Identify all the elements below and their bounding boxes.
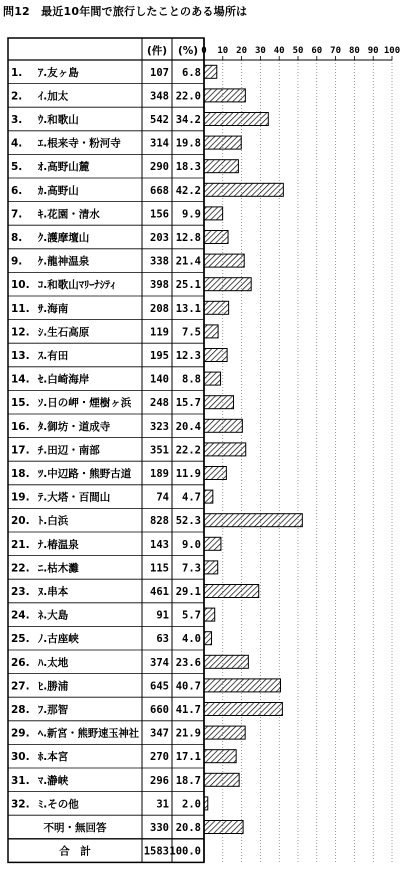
row-label: 不明・無回答 — [43, 822, 107, 834]
count-value: 203 — [150, 232, 169, 244]
bar — [204, 514, 302, 527]
x-tick-label: 50 — [292, 46, 304, 56]
row-number: 11. — [11, 302, 30, 315]
row-label: ﾄ.白浜 — [38, 515, 69, 528]
x-tick-label: 30 — [254, 46, 266, 56]
row-label: ﾏ.瀞峡 — [38, 774, 69, 787]
row-number: 31. — [11, 774, 30, 787]
count-value: 31 — [156, 798, 169, 811]
row-number: 8. — [11, 232, 23, 244]
row-label: ﾂ.中辺路・熊野古道 — [38, 468, 132, 480]
row-label: ｼ.生石高原 — [38, 326, 90, 339]
bar — [204, 703, 282, 716]
row-label: ｶ.高野山 — [38, 184, 79, 197]
percent-value: 42.2 — [175, 184, 201, 197]
bar — [204, 632, 212, 645]
row-number: 24. — [11, 609, 30, 622]
count-value: 347 — [150, 727, 169, 740]
row-label: ｴ.根来寺・粉河寺 — [38, 137, 121, 150]
percent-value: 21.9 — [175, 727, 201, 740]
bar — [204, 325, 218, 338]
row-number: 2. — [11, 90, 23, 103]
count-value: 156 — [150, 208, 169, 221]
row-number: 29. — [11, 727, 30, 740]
percent-value: 2.0 — [182, 798, 201, 811]
chart-title: 問12 最近10年間で旅行したことのある場所は — [3, 5, 248, 18]
bar — [204, 679, 281, 692]
percent-value: 13.1 — [175, 302, 201, 315]
row-number: 4. — [11, 137, 23, 150]
percent-value: 20.4 — [175, 420, 201, 433]
bar — [204, 231, 228, 244]
x-tick-label: 80 — [348, 46, 360, 56]
count-column-header: (件) — [146, 45, 168, 57]
percent-value: 18.3 — [175, 161, 201, 174]
row-number: 5. — [11, 161, 23, 174]
percent-value: 29.1 — [175, 586, 201, 598]
percent-value: 12.3 — [175, 350, 201, 362]
x-tick-label: 40 — [273, 46, 285, 56]
x-tick-label: 20 — [236, 46, 248, 56]
bar — [204, 537, 221, 550]
bar — [204, 773, 239, 786]
total-count: 1583 — [143, 845, 169, 858]
row-label: ﾐ.その他 — [38, 798, 79, 811]
percent-value: 12.8 — [175, 232, 201, 244]
row-number: 10. — [11, 279, 30, 292]
x-tick-label: 100 — [383, 46, 400, 56]
percent-value: 15.7 — [175, 397, 201, 410]
row-label: ﾍ.新宮・熊野速玉神社 — [38, 727, 142, 740]
count-value: 668 — [150, 184, 169, 197]
bar — [204, 655, 248, 668]
bar — [204, 301, 229, 314]
row-number: 6. — [11, 184, 23, 197]
row-number: 30. — [11, 751, 30, 764]
x-tick-label: 60 — [311, 46, 323, 56]
x-tick-label: 90 — [367, 46, 379, 56]
percent-value: 17.1 — [175, 751, 201, 764]
bar — [204, 726, 245, 739]
percent-column-header: (%) — [177, 45, 199, 57]
x-tick-label: 0 — [201, 46, 207, 56]
bar — [204, 278, 251, 291]
count-value: 115 — [150, 562, 169, 575]
percent-value: 9.0 — [182, 538, 201, 551]
bar — [204, 821, 243, 834]
total-label: 合 計 — [59, 845, 91, 858]
row-label: ｱ.友ヶ島 — [38, 66, 79, 79]
bar — [204, 490, 213, 503]
row-label: ﾁ.田辺・南部 — [38, 444, 100, 457]
row-label: ｲ.加太 — [38, 90, 69, 103]
count-value: 270 — [150, 751, 169, 764]
percent-value: 9.9 — [182, 208, 201, 221]
row-number: 27. — [11, 680, 30, 693]
percent-value: 4.0 — [182, 633, 201, 646]
row-label: ﾌ.那智 — [38, 704, 69, 716]
row-number: 9. — [11, 255, 23, 268]
bar — [204, 113, 268, 126]
percent-value: 11.9 — [175, 468, 201, 480]
count-value: 330 — [150, 822, 169, 834]
percent-value: 41.7 — [175, 704, 201, 716]
row-label: ﾆ.枯木灘 — [38, 562, 79, 575]
percent-value: 7.5 — [182, 326, 201, 339]
count-value: 398 — [150, 279, 169, 292]
count-value: 63 — [156, 633, 169, 646]
row-label: ｿ.日の岬・煙樹ヶ浜 — [38, 397, 132, 410]
row-label: ｹ.龍神温泉 — [38, 255, 90, 268]
bar — [204, 160, 238, 173]
percent-value: 18.7 — [175, 774, 201, 787]
count-value: 195 — [150, 350, 169, 362]
count-value: 107 — [150, 66, 169, 79]
count-value: 91 — [156, 609, 169, 622]
count-value: 348 — [150, 90, 169, 103]
row-number: 12. — [11, 326, 30, 339]
count-value: 338 — [150, 255, 169, 268]
row-number: 14. — [11, 373, 30, 386]
percent-value: 21.4 — [175, 255, 201, 268]
percent-value: 7.3 — [182, 562, 201, 575]
row-number: 17. — [11, 444, 30, 457]
row-label: ｸ.護摩壇山 — [38, 232, 90, 244]
percent-value: 8.8 — [182, 373, 201, 386]
row-number: 13. — [11, 350, 30, 362]
percent-value: 20.8 — [175, 822, 201, 834]
percent-value: 52.3 — [175, 515, 201, 528]
bar — [204, 254, 244, 267]
row-label: ｽ.有田 — [38, 350, 69, 362]
row-label: ﾀ.御坊・道成寺 — [38, 420, 111, 433]
row-label: ﾈ.大島 — [38, 609, 69, 622]
row-label: ﾉ.古座峡 — [38, 633, 79, 646]
count-value: 74 — [156, 491, 169, 504]
row-label: ｷ.花園・清水 — [38, 208, 100, 221]
row-label: ｺ.和歌山ﾏﾘｰﾅｼﾃｨ — [38, 279, 116, 292]
row-label: ﾋ.勝浦 — [38, 680, 69, 693]
bar — [204, 608, 215, 621]
count-value: 290 — [150, 161, 169, 174]
count-value: 374 — [150, 656, 169, 669]
row-number: 1. — [11, 66, 23, 79]
count-value: 542 — [150, 114, 169, 126]
count-value: 189 — [150, 468, 169, 480]
row-number: 21. — [11, 538, 30, 551]
count-value: 351 — [150, 444, 169, 457]
row-number: 20. — [11, 515, 30, 528]
row-number: 22. — [11, 562, 30, 575]
row-label: ﾎ.本宮 — [38, 751, 69, 764]
row-label: ｾ.白崎海岸 — [38, 373, 90, 386]
percent-value: 23.6 — [175, 656, 201, 669]
row-label: ﾇ.串本 — [38, 586, 69, 598]
bar — [204, 797, 208, 810]
row-number: 19. — [11, 491, 30, 504]
count-value: 828 — [150, 515, 169, 528]
row-label: ﾅ.椿温泉 — [38, 538, 79, 551]
row-label: ｻ.海南 — [38, 302, 69, 315]
percent-value: 4.7 — [182, 491, 201, 504]
bar — [204, 349, 227, 362]
row-number: 32. — [11, 798, 30, 811]
row-number: 23. — [11, 586, 30, 598]
count-value: 140 — [150, 373, 169, 386]
bar — [204, 89, 245, 102]
count-value: 323 — [150, 420, 169, 433]
bar — [204, 750, 236, 763]
row-label: ｳ.和歌山 — [38, 114, 79, 126]
row-number: 18. — [11, 468, 30, 480]
percent-value: 34.2 — [175, 114, 201, 126]
percent-value: 19.8 — [175, 137, 201, 150]
percent-value: 40.7 — [175, 680, 201, 693]
percent-value: 6.8 — [182, 66, 201, 79]
percent-value: 5.7 — [182, 609, 201, 622]
percent-value: 22.2 — [175, 444, 201, 457]
count-value: 645 — [150, 680, 169, 693]
row-number: 28. — [11, 704, 30, 716]
count-value: 296 — [150, 774, 169, 787]
bar — [204, 183, 283, 196]
count-value: 208 — [150, 302, 169, 315]
count-value: 660 — [150, 704, 169, 716]
bar — [204, 396, 234, 409]
row-label: ﾃ.大塔・百間山 — [38, 491, 111, 504]
percent-value: 22.0 — [175, 90, 201, 103]
row-number: 3. — [11, 114, 23, 126]
bar — [204, 207, 223, 220]
row-number: 25. — [11, 633, 30, 646]
count-value: 143 — [150, 538, 169, 551]
row-number: 16. — [11, 420, 30, 433]
row-number: 15. — [11, 397, 30, 410]
count-value: 248 — [150, 397, 169, 410]
row-number: 26. — [11, 656, 30, 669]
x-tick-label: 70 — [330, 46, 342, 56]
x-tick-label: 10 — [217, 46, 229, 56]
percent-value: 25.1 — [175, 279, 201, 292]
bar — [204, 561, 218, 574]
bar — [204, 585, 259, 598]
row-label: ﾊ.太地 — [38, 656, 69, 669]
count-value: 461 — [150, 586, 169, 598]
bar — [204, 65, 217, 78]
bar — [204, 372, 221, 385]
count-value: 314 — [150, 137, 169, 150]
row-number: 7. — [11, 208, 23, 221]
bar — [204, 467, 226, 480]
bar — [204, 443, 246, 456]
row-label: ｵ.高野山麓 — [38, 161, 90, 174]
total-percent: 100.0 — [169, 845, 201, 858]
bar — [204, 136, 241, 149]
count-value: 119 — [150, 326, 169, 339]
bar — [204, 419, 242, 432]
